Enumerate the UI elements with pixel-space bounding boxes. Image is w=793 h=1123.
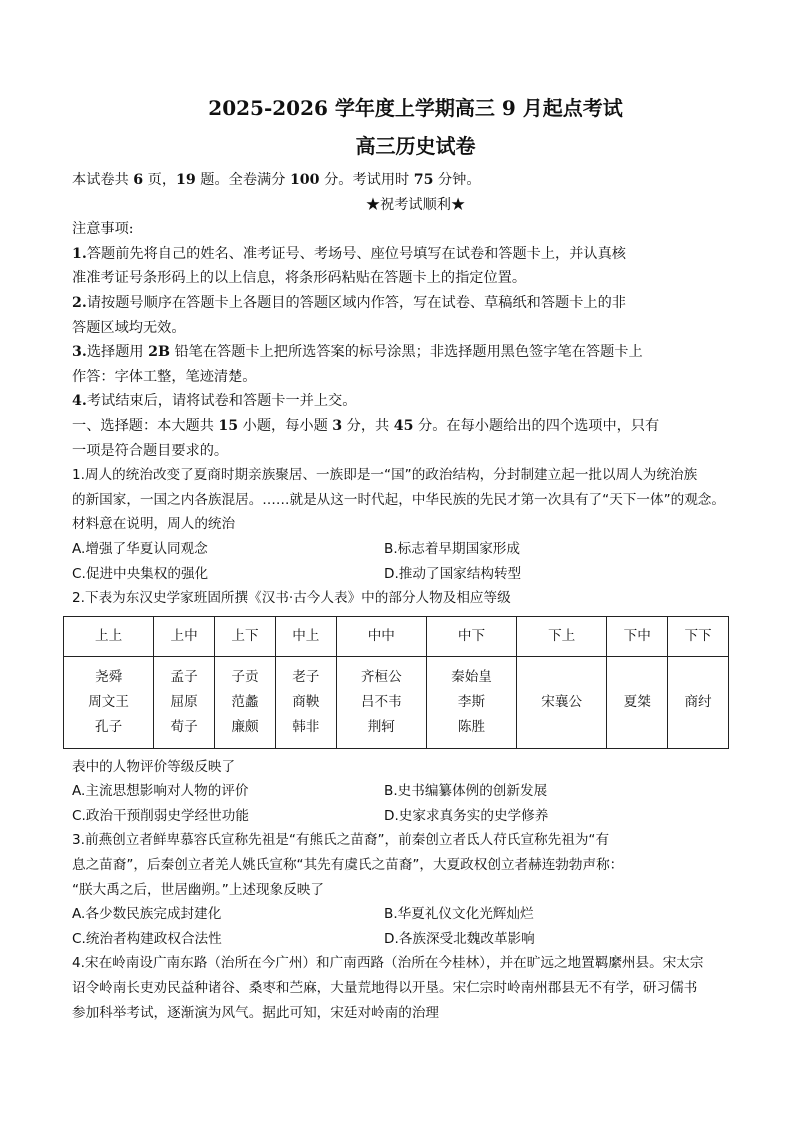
- person-name: 子贡: [231, 668, 259, 685]
- person-name: 齐桓公: [360, 668, 402, 685]
- question-3-options-row-1: [72, 902, 759, 927]
- grade-header: 中下: [426, 616, 516, 656]
- note-1-cont: 准准考证号条形码上的以上信息，将条形码粘贴在答题卡上的指定位置。: [72, 270, 527, 287]
- question-1-stem: 1.周人的统治改变了夏商时期亲族聚居、一族即是一“国”的政治结构，分封制建立起一批以周人为统治族: [72, 467, 698, 484]
- exam-minutes: 75: [413, 172, 434, 188]
- person-name: 孟子: [170, 668, 198, 685]
- person-name: 夏桀: [623, 693, 651, 710]
- question-3-stem-cont: 息之苗裔”，后秦创立者羌人姚氏宣称“其先有虞氏之苗裔”，大夏政权创立者赫连勃勃声称：: [72, 857, 624, 874]
- question-3-stem: 3.前燕创立者鲜卑慕容氏宣称先祖是“有熊氏之苗裔”，前秦创立者氐人苻氏宣称先祖为“有: [72, 832, 610, 849]
- q1-option-c[interactable]: C.促进中央集权的强化: [72, 565, 209, 582]
- person-name: 屈原: [170, 693, 198, 710]
- grade-header: 中中: [336, 616, 426, 656]
- grade-header: 中上: [275, 616, 336, 656]
- question-3-options-row-2: [72, 927, 759, 952]
- person-name: 老子: [292, 668, 320, 685]
- q1-option-d[interactable]: D.推动了国家结构转型: [384, 565, 522, 582]
- person-name: 尧舜: [95, 668, 123, 685]
- question-1-options-row-2: [72, 562, 759, 587]
- person-name: 周文王: [88, 693, 129, 710]
- note-4: 4.考试结束后，请将试卷和答题卡一并上交。: [72, 393, 357, 410]
- question-2-prompt: 表中的人物评价等级反映了: [72, 758, 236, 775]
- grade-cell: [426, 656, 516, 748]
- q2-option-b[interactable]: B.史书编纂体例的创新发展: [384, 783, 548, 800]
- full-score: 100: [289, 172, 320, 188]
- question-4-stem: 4.宋在岭南设广南东路（治所在今广州）和广南西路（治所在今桂林），并在旷远之地置羁縻州县。宋太宗: [72, 955, 704, 972]
- ranking-table-header: [64, 616, 729, 656]
- note-2-cont: 答题区域均无效。: [72, 319, 186, 336]
- person-name: 秦始皇: [451, 668, 492, 685]
- q1-option-b[interactable]: B.标志着早期国家形成: [384, 540, 520, 557]
- exam-intro: 本试卷共 6 页，19 题。全卷满分 100 分。考试用时 75 分钟。: [72, 172, 481, 188]
- question-2-stem: 2.下表为东汉史学家班固所撰《汉书·古今人表》中的部分人物及相应等级: [72, 590, 511, 607]
- grade-cell: [154, 656, 215, 748]
- person-name: 商纣: [684, 693, 712, 710]
- note-2: 2.请按题号顺序在答题卡上各题目的答题区域内作答，写在试卷、草稿纸和答题卡上的非: [72, 294, 626, 311]
- question-2-options-row-1: [72, 779, 759, 804]
- grade-header: 下上: [517, 616, 607, 656]
- question-4-stem-cont: 诏令岭南长吏劝民益种诸谷、桑枣和苎麻，大量荒地得以开垦。宋仁宗时岭南州郡县无不有学，研习儒书: [72, 980, 698, 997]
- exam-title: 2025-2026 学年度上学期高三 9 月起点考试: [208, 96, 623, 120]
- grade-header: 上下: [215, 616, 276, 656]
- exam-subtitle: 高三历史试卷: [355, 134, 476, 158]
- grade-cell: [517, 656, 607, 748]
- question-1-options-row-1: [72, 537, 759, 562]
- grade-cell: [668, 656, 729, 748]
- grade-header: 上中: [154, 616, 215, 656]
- page-count: 6: [133, 172, 144, 188]
- person-name: 荆轲: [367, 718, 395, 735]
- q1-option-a[interactable]: A.增强了华夏认同观念: [72, 540, 208, 557]
- q3-option-c[interactable]: C.统治者构建政权合法性: [72, 930, 222, 947]
- section-1-heading-cont: 一项是符合题目要求的。: [72, 442, 229, 459]
- question-3-prompt: “朕大禹之后，世居幽朔。”上述现象反映了: [72, 881, 324, 898]
- person-name: 廉颇: [231, 718, 259, 735]
- question-4-prompt: 参加科举考试，逐渐演为风气。据此可知，宋廷对岭南的治理: [72, 1004, 440, 1021]
- grade-header: 下中: [607, 616, 668, 656]
- person-name: 荀子: [170, 718, 198, 735]
- person-name: 范蠡: [231, 693, 259, 710]
- question-1-stem-cont: 的新国家，一国之内各族混居。……就是从这一时代起，中华民族的先民才第一次具有了“天下一体”的观念。: [72, 491, 725, 508]
- q2-option-a[interactable]: A.主流思想影响对人物的评价: [72, 783, 249, 800]
- grade-cell: [215, 656, 276, 748]
- grade-header: 上上: [64, 616, 154, 656]
- grade-cell: [336, 656, 426, 748]
- section-1-heading: 一、选择题：本大题共 15 小题，每小题 3 分，共 45 分。在每小题给出的四个选项中，只有: [72, 417, 660, 434]
- person-name: 吕不韦: [360, 693, 402, 710]
- person-name: 宋襄公: [541, 693, 583, 710]
- ranking-table-row: [64, 656, 729, 748]
- person-name: 商鞅: [292, 693, 320, 710]
- person-name: 孔子: [95, 718, 123, 735]
- q3-option-a[interactable]: A.各少数民族完成封建化: [72, 906, 222, 923]
- good-luck-line: ★祝考试顺利★: [365, 196, 466, 213]
- grade-header: 下下: [668, 616, 729, 656]
- grade-cell: [64, 656, 154, 748]
- person-name: 李斯: [457, 693, 486, 710]
- q3-option-d[interactable]: D.各族深受北魏改革影响: [384, 930, 535, 947]
- note-3-cont: 作答：字体工整，笔迹清楚。: [72, 368, 257, 385]
- question-2-options-row-2: [72, 804, 759, 829]
- grade-cell: [607, 656, 668, 748]
- person-name: 陈胜: [457, 718, 486, 735]
- note-3: 3.选择题用 2B 铅笔在答题卡上把所选答案的标号涂黑；非选择题用黑色签字笔在答题卡上: [72, 344, 643, 361]
- q2-option-d[interactable]: D.史家求真务实的史学修养: [384, 807, 549, 824]
- q2-option-c[interactable]: C.政治干预削弱史学经世功能: [72, 807, 249, 824]
- person-name: 韩非: [292, 718, 320, 735]
- note-1: 1.答题前先将自己的姓名、准考证号、考场号、座位号填写在试卷和答题卡上，并认真核: [72, 245, 626, 262]
- ranking-table: [63, 616, 729, 749]
- question-1-prompt: 材料意在说明，周人的统治: [72, 516, 236, 533]
- grade-cell: [275, 656, 336, 748]
- notes-heading: 注意事项:: [72, 221, 134, 238]
- q3-option-b[interactable]: B.华夏礼仪文化光辉灿烂: [384, 906, 534, 923]
- question-count: 19: [176, 172, 196, 188]
